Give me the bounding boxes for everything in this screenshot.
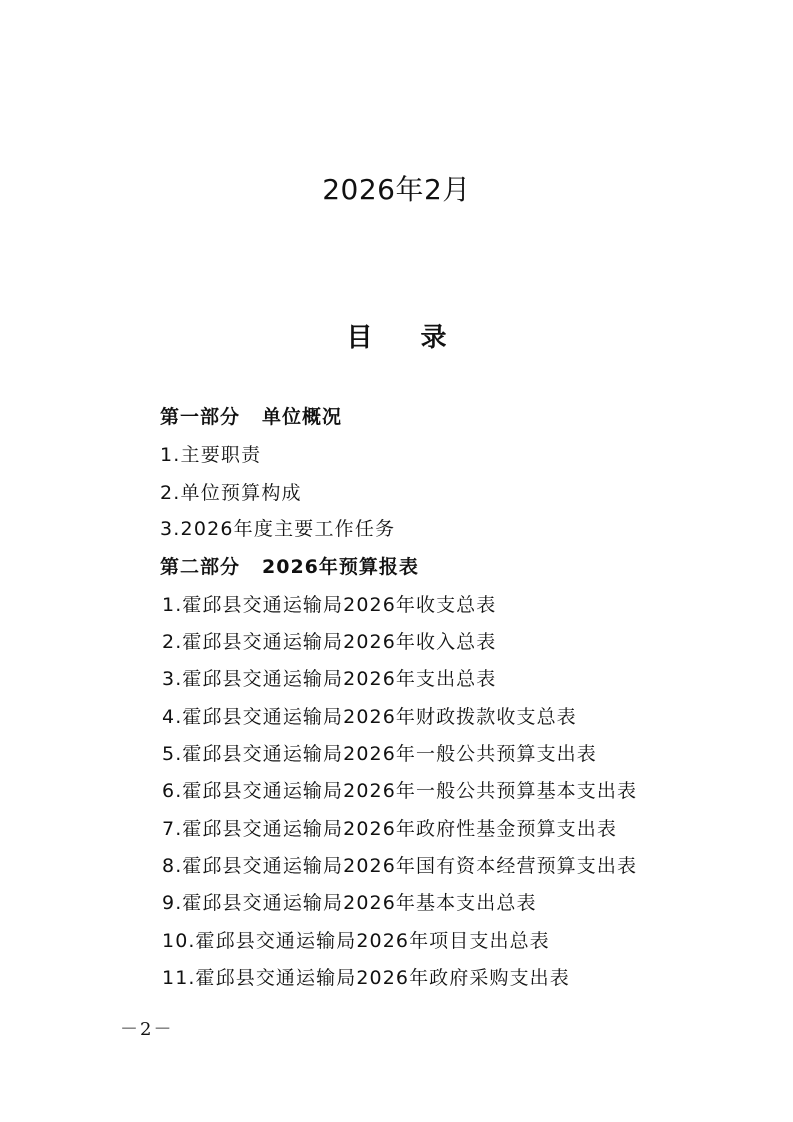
toc-entry-report-5: 5.霍邱县交通运输局2026年一般公共预算支出表 bbox=[162, 743, 597, 765]
toc-entry-report-2: 2.霍邱县交通运输局2026年收入总表 bbox=[162, 631, 497, 653]
toc-title-char-1: 目 bbox=[346, 323, 373, 353]
toc-title-char-2: 录 bbox=[420, 323, 447, 353]
toc-entry-report-10: 10.霍邱县交通运输局2026年项目支出总表 bbox=[162, 930, 550, 952]
toc-entry-report-7: 7.霍邱县交通运输局2026年政府性基金预算支出表 bbox=[162, 818, 617, 840]
toc-entry-report-4: 4.霍邱县交通运输局2026年财政拨款收支总表 bbox=[162, 706, 577, 728]
part-two-label: 第二部分 bbox=[160, 556, 241, 578]
part-one-heading bbox=[160, 404, 342, 430]
toc-entry-report-9: 9.霍邱县交通运输局2026年基本支出总表 bbox=[162, 892, 537, 914]
toc-entry-part-one-3: 3.2026年度主要工作任务 bbox=[160, 518, 396, 540]
toc-title bbox=[0, 320, 793, 356]
part-two-heading bbox=[160, 554, 419, 580]
toc-entry-report-11: 11.霍邱县交通运输局2026年政府采购支出表 bbox=[162, 967, 570, 989]
toc-entry-part-one-1: 1.主要职责 bbox=[160, 444, 262, 466]
toc-entry-report-1: 1.霍邱县交通运输局2026年收支总表 bbox=[162, 594, 497, 616]
document-date: 2026年2月 bbox=[322, 173, 471, 206]
part-one-label: 第一部分 bbox=[160, 406, 241, 428]
part-one-title: 单位概况 bbox=[262, 406, 343, 428]
page-number: －2－ bbox=[120, 1019, 174, 1040]
toc-entry-report-3: 3.霍邱县交通运输局2026年支出总表 bbox=[162, 668, 497, 690]
toc-entry-report-6: 6.霍邱县交通运输局2026年一般公共预算基本支出表 bbox=[162, 780, 638, 802]
toc-entry-part-one-2: 2.单位预算构成 bbox=[160, 482, 302, 504]
part-two-title: 2026年预算报表 bbox=[262, 556, 419, 578]
toc-entry-report-8: 8.霍邱县交通运输局2026年国有资本经营预算支出表 bbox=[162, 855, 638, 877]
